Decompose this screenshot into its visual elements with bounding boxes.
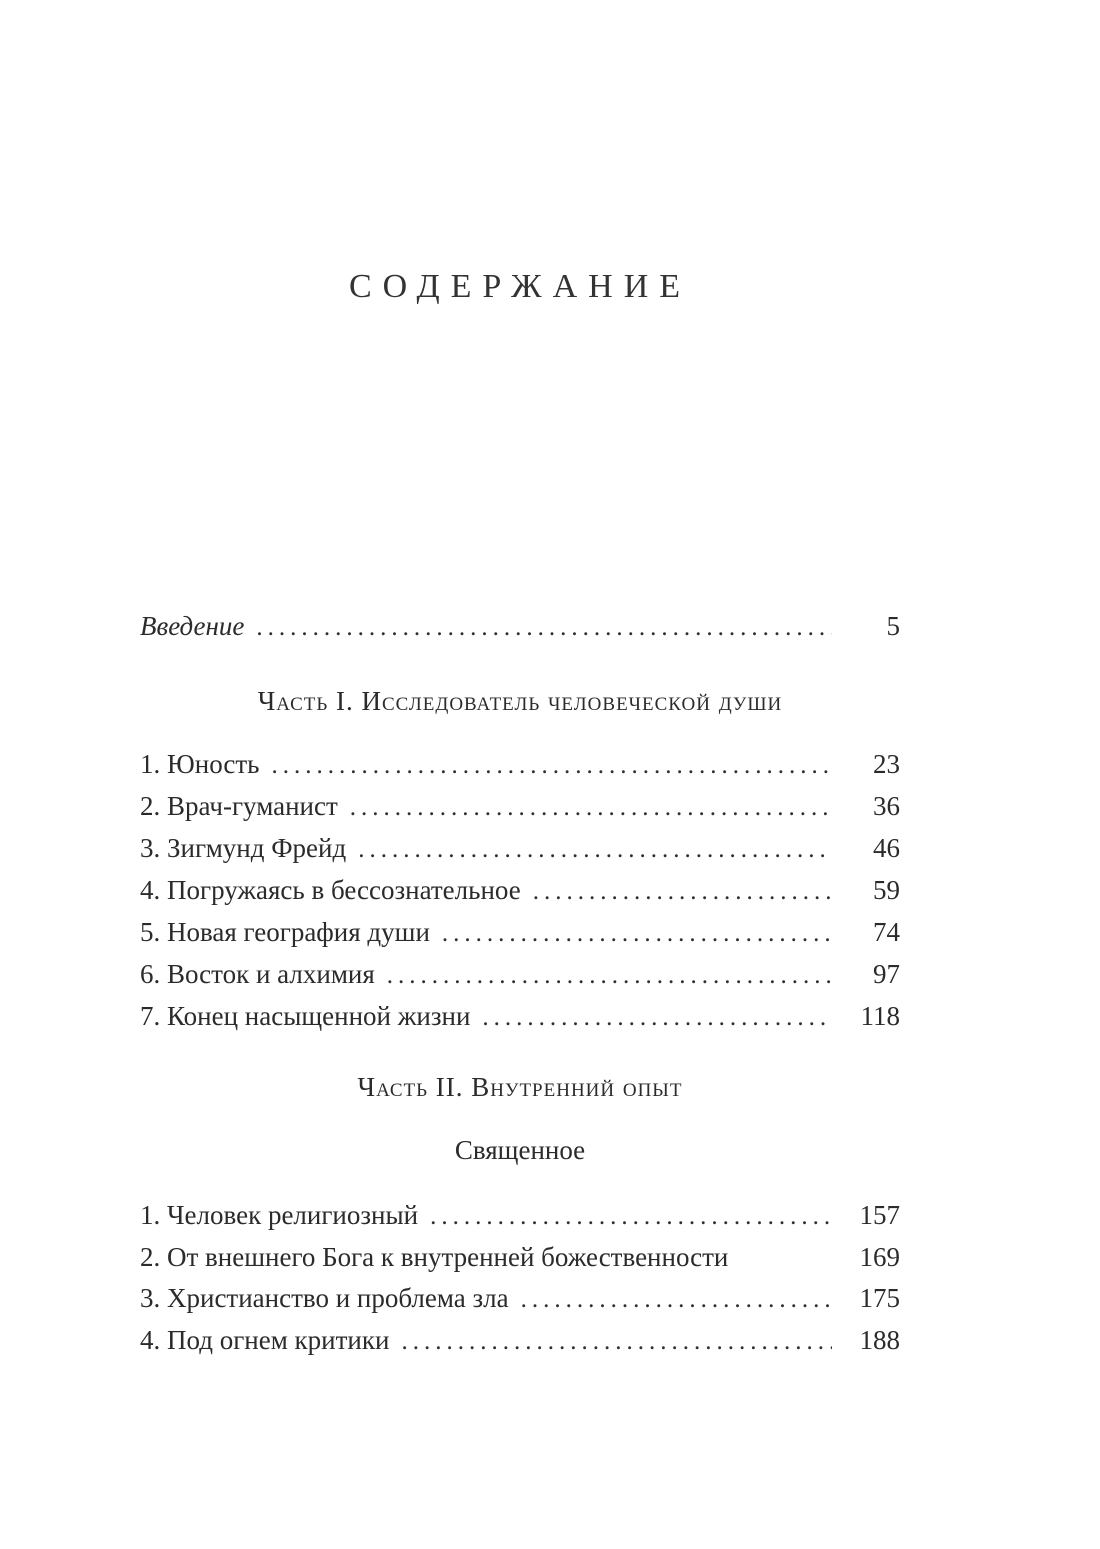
toc-entry-page: 74	[873, 917, 900, 947]
toc-entry-page: 59	[873, 875, 900, 905]
toc-entry-page: 188	[859, 1325, 900, 1355]
toc-entry-intro	[140, 606, 900, 648]
part2-subheading: Священное	[454, 1135, 586, 1165]
toc-entry-page: 97	[873, 959, 900, 989]
dot-leader	[482, 996, 832, 1038]
toc-entry	[140, 1237, 900, 1278]
toc-entry	[140, 786, 900, 828]
toc-entry-label: 1. Человек религиозный	[140, 1200, 419, 1230]
toc-entry	[140, 744, 900, 786]
toc-entry	[140, 1320, 900, 1362]
toc-entry-label: 5. Новая география души	[140, 917, 430, 947]
toc-entry-label: 2. От внешнего Бога к внутренней божественности	[140, 1242, 729, 1272]
page-title: СОДЕРЖАНИЕ	[348, 268, 692, 305]
toc-entry	[140, 1195, 900, 1237]
toc-entry-page: 175	[859, 1283, 900, 1313]
toc-entry-page: 5	[886, 611, 900, 641]
toc-entry-label: 1. Юность	[140, 749, 260, 779]
dot-leader	[442, 912, 832, 954]
toc-entry-page: 169	[859, 1242, 900, 1272]
toc-entry	[140, 912, 900, 954]
toc-entry-page: 46	[873, 833, 900, 863]
toc-entry-label: 3. Христианство и проблема зла	[140, 1283, 509, 1313]
dot-leader	[533, 870, 832, 912]
toc-entry-page: 23	[873, 749, 900, 779]
toc-entry-page: 118	[860, 1001, 900, 1031]
toc-entry-label: 2. Врач-гуманист	[140, 791, 338, 821]
toc-entry	[140, 870, 900, 912]
toc-entry-page: 36	[873, 791, 900, 821]
dot-leader	[430, 1195, 832, 1237]
dot-leader	[401, 1320, 832, 1362]
dot-leader	[358, 828, 832, 870]
toc-entry	[140, 954, 900, 996]
toc-entry	[140, 996, 900, 1038]
dot-leader	[256, 606, 832, 648]
toc-entry-label: 3. Зигмунд Фрейд	[140, 833, 347, 863]
dot-leader	[271, 744, 832, 786]
dot-leader	[521, 1278, 832, 1320]
toc-entry	[140, 828, 900, 870]
toc-entry-label: 4. Погружаясь в бессознательное	[140, 875, 521, 905]
dot-leader	[387, 954, 832, 996]
toc-entry-page: 157	[859, 1200, 900, 1230]
toc-entry-label: Введение	[140, 611, 245, 641]
part2-heading: Часть II. Внутренний опыт	[357, 1072, 683, 1102]
toc-entry-label: 4. Под огнем критики	[140, 1325, 390, 1355]
toc-entry	[140, 1278, 900, 1320]
part1-heading: Часть I. Исследователь человеческой души	[257, 686, 783, 716]
toc-entry-label: 7. Конец насыщенной жизни	[140, 1001, 471, 1031]
dot-leader	[350, 786, 832, 828]
toc-entry-label: 6. Восток и алхимия	[140, 959, 375, 989]
